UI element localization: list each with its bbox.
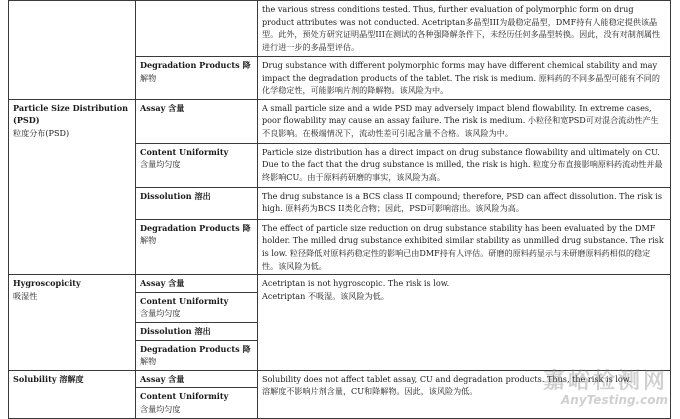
sub-attribute-label: Degradation Products 降 bbox=[140, 60, 251, 70]
sub-attribute-label-zh: 解物 bbox=[140, 235, 157, 246]
sub-attribute-content-uniformity bbox=[136, 143, 258, 187]
sub-attribute-label: Content Uniformity bbox=[140, 295, 229, 306]
risk-assessment-table bbox=[8, 0, 671, 419]
sub-attribute-label: Assay 含量 bbox=[140, 102, 185, 113]
attribute-cell-polymorph bbox=[9, 1, 136, 100]
risk-text-cell bbox=[258, 219, 671, 274]
risk-text-cell bbox=[258, 275, 671, 371]
watermark-text-en: AnyTesting.com bbox=[561, 393, 668, 407]
table-row bbox=[9, 99, 671, 143]
sub-attribute-cell-empty bbox=[136, 1, 258, 57]
risk-text-cell bbox=[258, 370, 671, 418]
sub-attribute-label: Content Uniformity bbox=[140, 146, 229, 157]
sub-attribute-label-zh: 含量均匀度 bbox=[140, 403, 181, 414]
risk-text-cell bbox=[258, 57, 671, 100]
sub-attribute-dissolution bbox=[136, 187, 258, 219]
watermark-text-cn: 嘉峪检测网 bbox=[542, 369, 668, 394]
risk-text: Drug substance with different polymorphic forms may have different chemical stability and may impact the degradation products of the tablet. The risk is medium. 原料药的不同多晶型可能有不同的化学稳定性，可能影响片剂的降解物。该风险为中。 bbox=[262, 60, 660, 96]
sub-attribute-assay bbox=[136, 275, 258, 293]
risk-text: Acetriptan is not hygroscopic. The risk is low. bbox=[262, 278, 450, 289]
risk-text-cell bbox=[258, 143, 671, 187]
risk-text: A small particle size and a wide PSD may adversely impact blend flowability. In extreme cases, poor flowability may cause an assay failure. The risk is medium. 小粒径和宽PSD可对混合流动性产生不良影响。在极端情况下，流动性差可引起含量不合格。该风险为中。 bbox=[262, 102, 659, 138]
attribute-cell-solubility bbox=[9, 370, 136, 418]
table-row bbox=[9, 370, 671, 388]
sub-attribute-label-zh: 解物 bbox=[140, 72, 157, 83]
risk-text: the various stress conditions tested. Thus, further evaluation of polymorphic form on drug product attributes was not conducted. Acetriptan多晶型III为最稳定晶型，DMF持有人能稳定提供该晶型。此外，预处方研究证明晶型III在测试的各种强降解条件下，未经历任何多晶型转换。因此，没有对制剂属性进行进一步的多晶型评估。 bbox=[262, 4, 661, 52]
risk-text: Particle size distribution has a direct impact on drug substance flowability and ultimately on CU. Due to the fact that the drug substance is milled, the risk is high. 粒度分布直接影响原料药流动性并最终影响CU。由于原料药研磨的事实，该风险为高。 bbox=[262, 146, 663, 182]
sub-attribute-label: Dissolution 溶出 bbox=[140, 190, 211, 201]
sub-attribute-degradation bbox=[136, 219, 258, 274]
sub-attribute-degradation bbox=[136, 340, 258, 370]
risk-text: The drug substance is a BCS class II compound; therefore, PSD can affect dissolution. The risk is high. 原料药为BCS II类化合物；因此，PSD可影响溶出。该风险为高。 bbox=[262, 190, 662, 214]
attribute-label-zh: 吸湿性 bbox=[13, 290, 38, 301]
risk-text-cell bbox=[258, 99, 671, 143]
sub-attribute-label: Content Uniformity bbox=[140, 391, 229, 402]
sub-attribute-label: Degradation Products 降 bbox=[140, 222, 251, 233]
risk-text: The effect of particle size reduction on drug substance stability has been evaluated by the DMF holder. The milled drug substance exhibited similar stability as unmilled drug substance. The risk is low. 粒径降低对原料药稳定性的影响已由DMF持有人评估。研磨的原料药显示与未研磨原料药相似的稳定性。该风险为低。 bbox=[262, 222, 664, 271]
sub-attribute-assay bbox=[136, 99, 258, 143]
risk-text-zh: Acetriptan 不吸湿。该风险为低。 bbox=[262, 290, 389, 301]
sub-attribute-content-uniformity bbox=[136, 292, 258, 322]
sub-attribute-label: Assay 含量 bbox=[140, 278, 185, 289]
risk-text-cell bbox=[258, 187, 671, 219]
attribute-cell-hygroscopicity bbox=[9, 275, 136, 371]
sub-attribute-dissolution bbox=[136, 322, 258, 340]
attribute-cell-psd bbox=[9, 99, 136, 274]
table-row bbox=[9, 275, 671, 293]
table-row bbox=[9, 1, 671, 57]
risk-text: Solubility does not affect tablet assay, CU and degradation products. Thus, the risk is low. bbox=[262, 373, 632, 384]
attribute-label: Solubility 溶解度 bbox=[13, 373, 84, 384]
sub-attribute-label-zh: 含量均匀度 bbox=[140, 159, 181, 170]
sub-attribute-content-uniformity bbox=[136, 388, 258, 418]
sub-attribute-label-zh: 含量均匀度 bbox=[140, 308, 181, 319]
attribute-label-zh: 粒度分布(PSD) bbox=[13, 127, 70, 138]
sub-attribute-degradation bbox=[136, 57, 258, 100]
attribute-label: Particle Size Distribution (PSD) bbox=[13, 102, 129, 126]
sub-attribute-label: Dissolution 溶出 bbox=[140, 325, 211, 336]
sub-attribute-label-zh: 解物 bbox=[140, 356, 157, 367]
sub-attribute-assay bbox=[136, 370, 258, 388]
attribute-label: Hygroscopicity bbox=[13, 278, 81, 289]
risk-text-zh: 溶解度不影响片剂含量，CU和降解物。因此，该风险为低。 bbox=[262, 386, 478, 397]
risk-text-cell bbox=[258, 1, 671, 57]
sub-attribute-label: Assay 含量 bbox=[140, 373, 185, 384]
sub-attribute-label: Degradation Products 降 bbox=[140, 343, 251, 354]
